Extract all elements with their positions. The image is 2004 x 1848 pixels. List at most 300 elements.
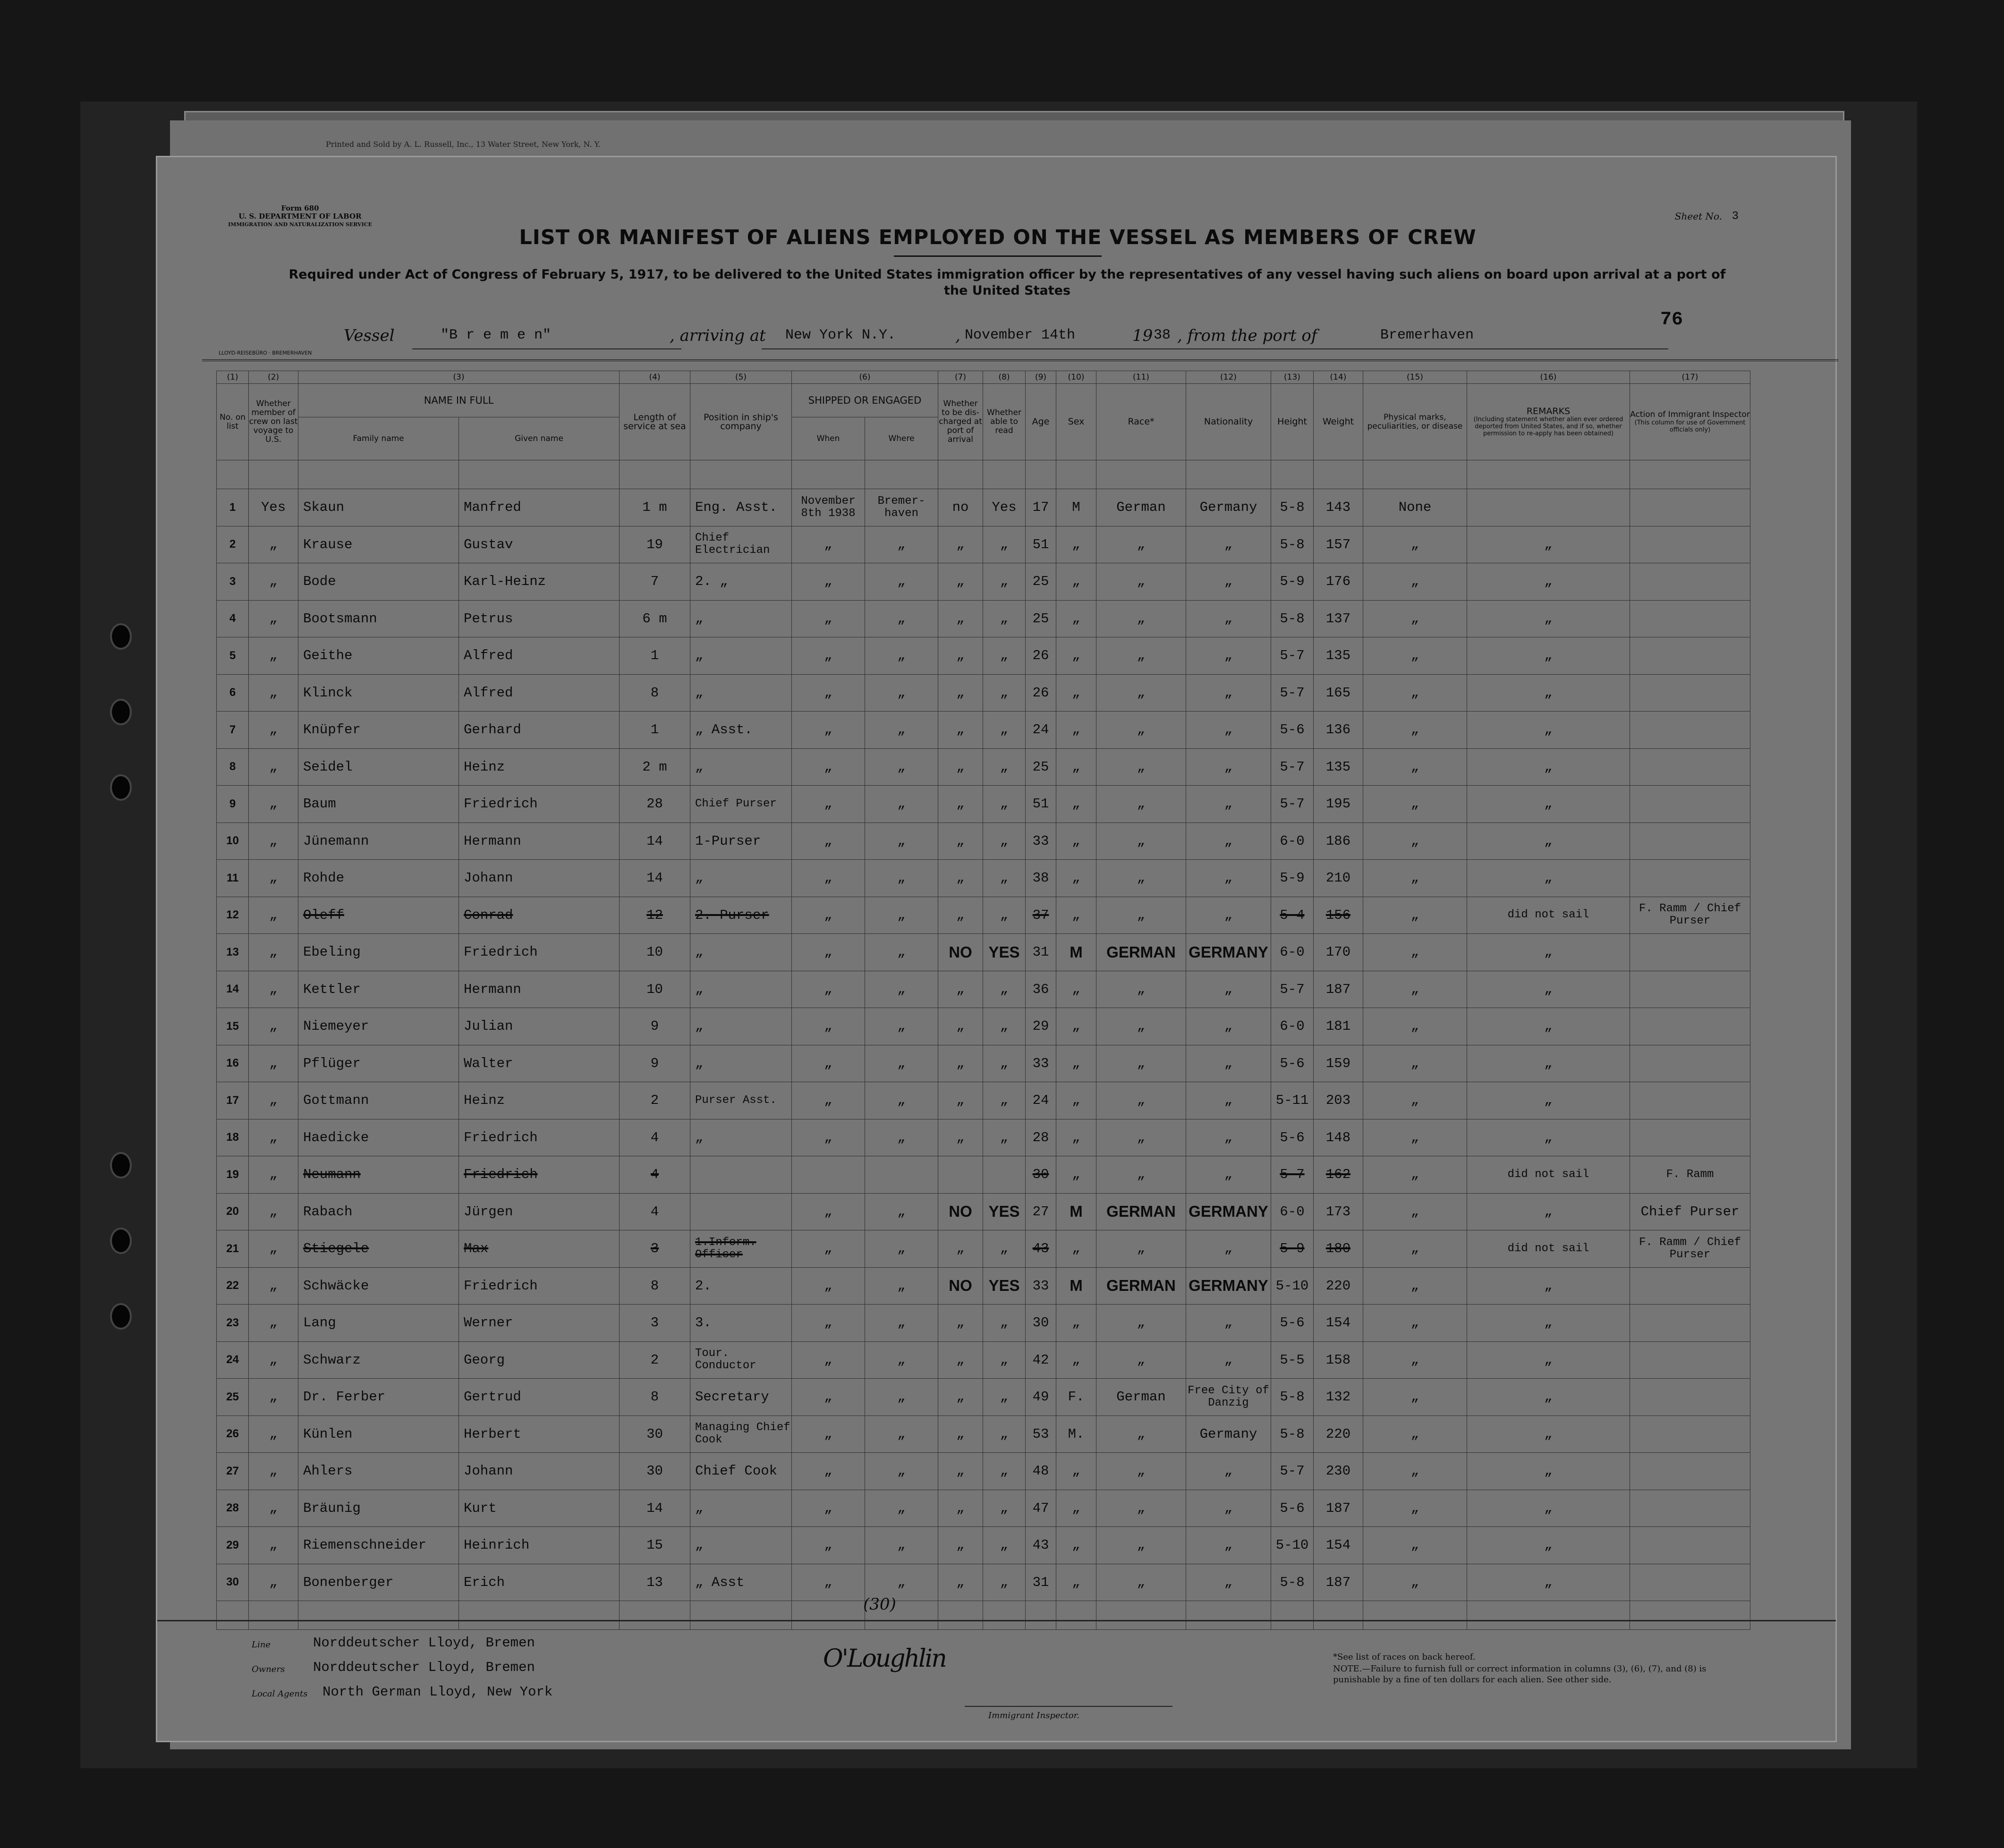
given-name: Manfred [459,489,620,526]
discharged: „ [938,748,983,786]
header-member-last-voyage: Whether member of crew on last voyage to U.S. [249,384,298,460]
position: Secretary [690,1379,792,1416]
footer-rule [157,1620,1836,1621]
service-length: 14 [620,1490,690,1527]
nationality: „ [1186,1305,1271,1342]
nationality: „ [1186,748,1271,786]
remarks-title: REMARKS [1526,406,1571,416]
header-able-to-read: Whether able to read [983,384,1026,460]
age: 51 [1026,786,1056,823]
weight: 187 [1314,971,1363,1008]
inspector-label: Immigrant Inspector. [988,1711,1080,1721]
height: 5-7 [1271,786,1314,823]
nationality: „ [1186,712,1271,749]
remarks: „ [1467,971,1630,1008]
height: 5-6 [1271,1045,1314,1082]
races-footnote: *See list of races on back hereof. [1333,1652,1476,1662]
member-last-voyage: „ [249,526,298,563]
given-name: Heinz [459,748,620,786]
position: 2. Purser [690,897,792,934]
shipped-where: „ [865,748,938,786]
inspector-action [1630,971,1750,1008]
crew-row [217,1527,1750,1564]
discharged [938,1156,983,1194]
remarks: „ [1467,1082,1630,1119]
col-num: (10) [1056,371,1096,384]
inspector-action [1630,1379,1750,1416]
row-number: 6 [217,674,249,712]
weight: 143 [1314,489,1363,526]
header-height: Height [1271,384,1314,460]
sex: „ [1056,971,1096,1008]
crew-row [217,860,1750,897]
able-to-read [983,1156,1026,1194]
weight: 180 [1314,1230,1363,1268]
member-last-voyage: „ [249,1008,298,1045]
discharged: NO [938,1193,983,1230]
physical-marks: „ [1363,971,1467,1008]
discharged: „ [938,526,983,563]
physical-marks: „ [1363,674,1467,712]
weight: 165 [1314,674,1363,712]
service-length: 10 [620,934,690,971]
shipped-where: „ [865,674,938,712]
weight: 186 [1314,822,1363,860]
shipped-where: „ [865,1416,938,1453]
crew-row [217,1045,1750,1082]
able-to-read: YES [983,1193,1026,1230]
page-stamp-number: 76 [1660,309,1683,331]
column-header-row [217,384,1750,417]
inspector-action [1630,1453,1750,1490]
crew-row [217,1564,1750,1601]
weight: 195 [1314,786,1363,823]
member-last-voyage: „ [249,860,298,897]
discharged: „ [938,1341,983,1379]
sex: „ [1056,1008,1096,1045]
inspector-action [1630,1305,1750,1342]
height: 6-0 [1271,1008,1314,1045]
discharged: „ [938,637,983,675]
family-name: Stiegele [298,1230,459,1268]
able-to-read: „ [983,1008,1026,1045]
nationality: „ [1186,526,1271,563]
shipped-where: „ [865,600,938,637]
shipped-where: „ [865,712,938,749]
age: 36 [1026,971,1056,1008]
sheet-label: Sheet No. [1674,211,1722,222]
age: 28 [1026,1119,1056,1156]
physical-marks: „ [1363,1119,1467,1156]
member-last-voyage: „ [249,934,298,971]
age: 51 [1026,526,1056,563]
nationality: „ [1186,637,1271,675]
family-name: Seidel [298,748,459,786]
col-num: (4) [620,371,690,384]
position [690,1193,792,1230]
given-name: Friedrich [459,1119,620,1156]
age: 26 [1026,674,1056,712]
race: „ [1096,1045,1186,1082]
remarks: „ [1467,637,1630,675]
inspector-action [1630,712,1750,749]
position: Chief Cook [690,1453,792,1490]
discharged: „ [938,1527,983,1564]
shipped-when: „ [792,1045,865,1082]
header-action [1630,384,1750,460]
race: „ [1096,1119,1186,1156]
shipped-when: „ [792,1341,865,1379]
sex: „ [1056,712,1096,749]
header-rule [202,359,1838,361]
remarks: „ [1467,934,1630,971]
blank-cell [792,1601,865,1630]
height: 5-7 [1271,748,1314,786]
crew-row [217,1305,1750,1342]
physical-marks: „ [1363,822,1467,860]
given-name: Conrad [459,897,620,934]
vessel-label: Vessel [344,326,395,345]
able-to-read: YES [983,934,1026,971]
family-name: Niemeyer [298,1008,459,1045]
able-to-read: „ [983,1082,1026,1119]
crew-manifest-table [216,371,1750,1630]
physical-marks: „ [1363,637,1467,675]
race: „ [1096,822,1186,860]
position: „ [690,1008,792,1045]
blank-cell [1314,1601,1363,1630]
member-last-voyage: „ [249,1082,298,1119]
able-to-read: „ [983,822,1026,860]
header-length-of-service: Length of service at sea [620,384,690,460]
given-name: Gerhard [459,712,620,749]
service-length: 1 [620,712,690,749]
nationality: „ [1186,1008,1271,1045]
height: 5-5 [1271,1341,1314,1379]
service-length: 4 [620,1119,690,1156]
row-number: 21 [217,1230,249,1268]
discharged: „ [938,860,983,897]
shipped-when: „ [792,1305,865,1342]
age: 38 [1026,860,1056,897]
family-name: Künlen [298,1416,459,1453]
service-length: 2 [620,1341,690,1379]
position [690,1156,792,1194]
sex: „ [1056,748,1096,786]
nationality: „ [1186,563,1271,601]
able-to-read: „ [983,971,1026,1008]
able-to-read: „ [983,1379,1026,1416]
family-name: Geithe [298,637,459,675]
binder-hole [110,623,132,650]
service-length: 8 [620,1379,690,1416]
shipped-where: „ [865,971,938,1008]
physical-marks: „ [1363,897,1467,934]
weight: 162 [1314,1156,1363,1194]
remarks [1467,489,1630,526]
blank-cell [459,1601,620,1630]
physical-marks: „ [1363,526,1467,563]
sex: M [1056,1193,1096,1230]
given-name: Friedrich [459,786,620,823]
shipped-when: „ [792,934,865,971]
header-remarks [1467,384,1630,460]
shipped-when: „ [792,637,865,675]
page-title: LIST OR MANIFEST OF ALIENS EMPLOYED ON THE VESSEL AS MEMBERS OF CREW [519,226,1477,249]
age: 24 [1026,712,1056,749]
age: 33 [1026,1045,1056,1082]
crew-row [217,674,1750,712]
nationality: „ [1186,860,1271,897]
shipped-when: „ [792,971,865,1008]
physical-marks: „ [1363,1230,1467,1268]
age: 43 [1026,1527,1056,1564]
inspector-action [1630,786,1750,823]
discharged: „ [938,1230,983,1268]
age: 25 [1026,748,1056,786]
service-length: 15 [620,1527,690,1564]
weight: 187 [1314,1490,1363,1527]
position: Chief Purser [690,786,792,823]
remarks: „ [1467,600,1630,637]
service-length: 4 [620,1193,690,1230]
crew-row [217,1453,1750,1490]
row-number: 23 [217,1305,249,1342]
owners-value: Norddeutscher Lloyd, Bremen [313,1660,535,1675]
family-name: Bonenberger [298,1564,459,1601]
height: 5-7 [1271,1453,1314,1490]
position: 1.Inform. Officer [690,1230,792,1268]
race: „ [1096,1156,1186,1194]
blank-cell [1271,1601,1314,1630]
header-nationality: Nationality [1186,384,1271,460]
col-num: (15) [1363,371,1467,384]
weight: 157 [1314,526,1363,563]
arrival-year: 38 [1154,327,1171,343]
shipped-where: „ [865,1341,938,1379]
shipped-where: „ [865,786,938,823]
remarks: „ [1467,1045,1630,1082]
row-number: 13 [217,934,249,971]
discharged: „ [938,897,983,934]
shipped-where: „ [865,1379,938,1416]
given-name: Heinz [459,1082,620,1119]
remarks: „ [1467,1267,1630,1305]
row-number: 3 [217,563,249,601]
family-name: Klinck [298,674,459,712]
position: „ [690,748,792,786]
family-name: Bootsmann [298,600,459,637]
page-subtitle: Required under Act of Congress of February 5, 1917, to be delivered to the United States immigration officer by the representatives of any vessel having such aliens on board upon arrival at a port of the United States [289,267,1726,298]
member-last-voyage: „ [249,1527,298,1564]
row-number: 10 [217,822,249,860]
discharged: „ [938,1045,983,1082]
nationality: „ [1186,600,1271,637]
shipped-where: „ [865,1230,938,1268]
age: 24 [1026,1082,1056,1119]
inspector-action [1630,489,1750,526]
shipped-where: „ [865,1082,938,1119]
col-num: (13) [1271,371,1314,384]
member-last-voyage: „ [249,1193,298,1230]
arrival-port: New York N.Y. [785,327,896,343]
height: 5-9 [1271,860,1314,897]
race: „ [1096,1564,1186,1601]
binder-hole [110,699,132,725]
shipped-where: „ [865,1453,938,1490]
sex: M [1056,489,1096,526]
member-last-voyage: Yes [249,489,298,526]
physical-marks: „ [1363,1267,1467,1305]
blank-cell [690,1601,792,1630]
shipped-where: „ [865,526,938,563]
shipped-where: „ [865,1490,938,1527]
crew-row [217,1267,1750,1305]
nationality: „ [1186,1230,1271,1268]
discharged: „ [938,1082,983,1119]
col-num: (12) [1186,371,1271,384]
header-family-name: Family name [298,417,459,460]
position: Eng. Asst. [690,489,792,526]
weight: 173 [1314,1193,1363,1230]
age: 30 [1026,1156,1056,1194]
able-to-read: „ [983,1045,1026,1082]
weight: 203 [1314,1082,1363,1119]
physical-marks: „ [1363,1156,1467,1194]
service-length: 9 [620,1008,690,1045]
discharged: „ [938,1453,983,1490]
weight: 220 [1314,1416,1363,1453]
weight: 156 [1314,897,1363,934]
col-num: (3) [298,371,620,384]
row-number: 18 [217,1119,249,1156]
sex: F. [1056,1379,1096,1416]
member-last-voyage: „ [249,1453,298,1490]
service-length: 2 m [620,748,690,786]
sex: „ [1056,1527,1096,1564]
blank-cell [1026,1601,1056,1630]
column-number-row [217,371,1750,384]
inspector-action [1630,1341,1750,1379]
able-to-read: „ [983,1564,1026,1601]
family-name: Schwarz [298,1341,459,1379]
able-to-read: „ [983,860,1026,897]
blank-cell [1186,1601,1271,1630]
row-number: 16 [217,1045,249,1082]
physical-marks: „ [1363,748,1467,786]
signature-line [965,1706,1172,1707]
sex: M [1056,1267,1096,1305]
race: „ [1096,897,1186,934]
race: „ [1096,712,1186,749]
height: 5-6 [1271,712,1314,749]
family-name: Riemenschneider [298,1527,459,1564]
member-last-voyage: „ [249,1267,298,1305]
vessel-name: "B r e m e n" [441,327,552,343]
shipped-where: „ [865,822,938,860]
member-last-voyage: „ [249,1416,298,1453]
remarks: „ [1467,822,1630,860]
family-name: Dr. Ferber [298,1379,459,1416]
race: „ [1096,637,1186,675]
header-age: Age [1026,384,1056,460]
blank-cell [1056,1601,1096,1630]
shipped-when: „ [792,526,865,563]
race: „ [1096,860,1186,897]
shipped-where: „ [865,1527,938,1564]
year-prefix: 19 [1132,326,1153,345]
position: Tour. Conductor [690,1341,792,1379]
position: 3. [690,1305,792,1342]
physical-marks: „ [1363,563,1467,601]
remarks-note: (Including statement whether alien ever ordered deported from United States, and if so, whether permission to re-apply has been obtained) [1473,415,1623,437]
discharged: NO [938,934,983,971]
position: 2. [690,1267,792,1305]
age: 17 [1026,489,1056,526]
weight: 181 [1314,1008,1363,1045]
age: 48 [1026,1453,1056,1490]
remarks: „ [1467,1416,1630,1453]
header-physical-marks: Physical marks, peculiarities, or disease [1363,384,1467,460]
shipped-when: „ [792,786,865,823]
remarks: „ [1467,1193,1630,1230]
shipped-where: „ [865,637,938,675]
member-last-voyage: „ [249,1341,298,1379]
row-count-note: (30) [863,1595,896,1614]
physical-marks: „ [1363,860,1467,897]
family-name: Bode [298,563,459,601]
weight: 154 [1314,1305,1363,1342]
discharged: „ [938,1305,983,1342]
family-name: Bräunig [298,1490,459,1527]
physical-marks: „ [1363,1082,1467,1119]
discharged: „ [938,1416,983,1453]
crew-row [217,822,1750,860]
member-last-voyage: „ [249,1230,298,1268]
position: „ [690,674,792,712]
age: 25 [1026,600,1056,637]
blank-cell [1363,1601,1467,1630]
sex: „ [1056,526,1096,563]
crew-row [217,897,1750,934]
remarks: „ [1467,712,1630,749]
physical-marks: „ [1363,1341,1467,1379]
arriving-label: , arriving at [670,326,766,345]
able-to-read: „ [983,748,1026,786]
family-name: Baum [298,786,459,823]
physical-marks: „ [1363,1527,1467,1564]
service-length: 1 [620,637,690,675]
member-last-voyage: „ [249,748,298,786]
age: 42 [1026,1341,1056,1379]
physical-marks: None [1363,489,1467,526]
crew-row [217,1008,1750,1045]
given-name: Alfred [459,637,620,675]
nationality: „ [1186,897,1271,934]
inspector-action [1630,674,1750,712]
row-number: 7 [217,712,249,749]
discharged: „ [938,563,983,601]
sex: „ [1056,822,1096,860]
height: 5-6 [1271,1305,1314,1342]
discharged: „ [938,786,983,823]
crew-row [217,637,1750,675]
discharged: „ [938,1379,983,1416]
given-name: Kurt [459,1490,620,1527]
row-number: 2 [217,526,249,563]
able-to-read: „ [983,674,1026,712]
nationality: „ [1186,1119,1271,1156]
